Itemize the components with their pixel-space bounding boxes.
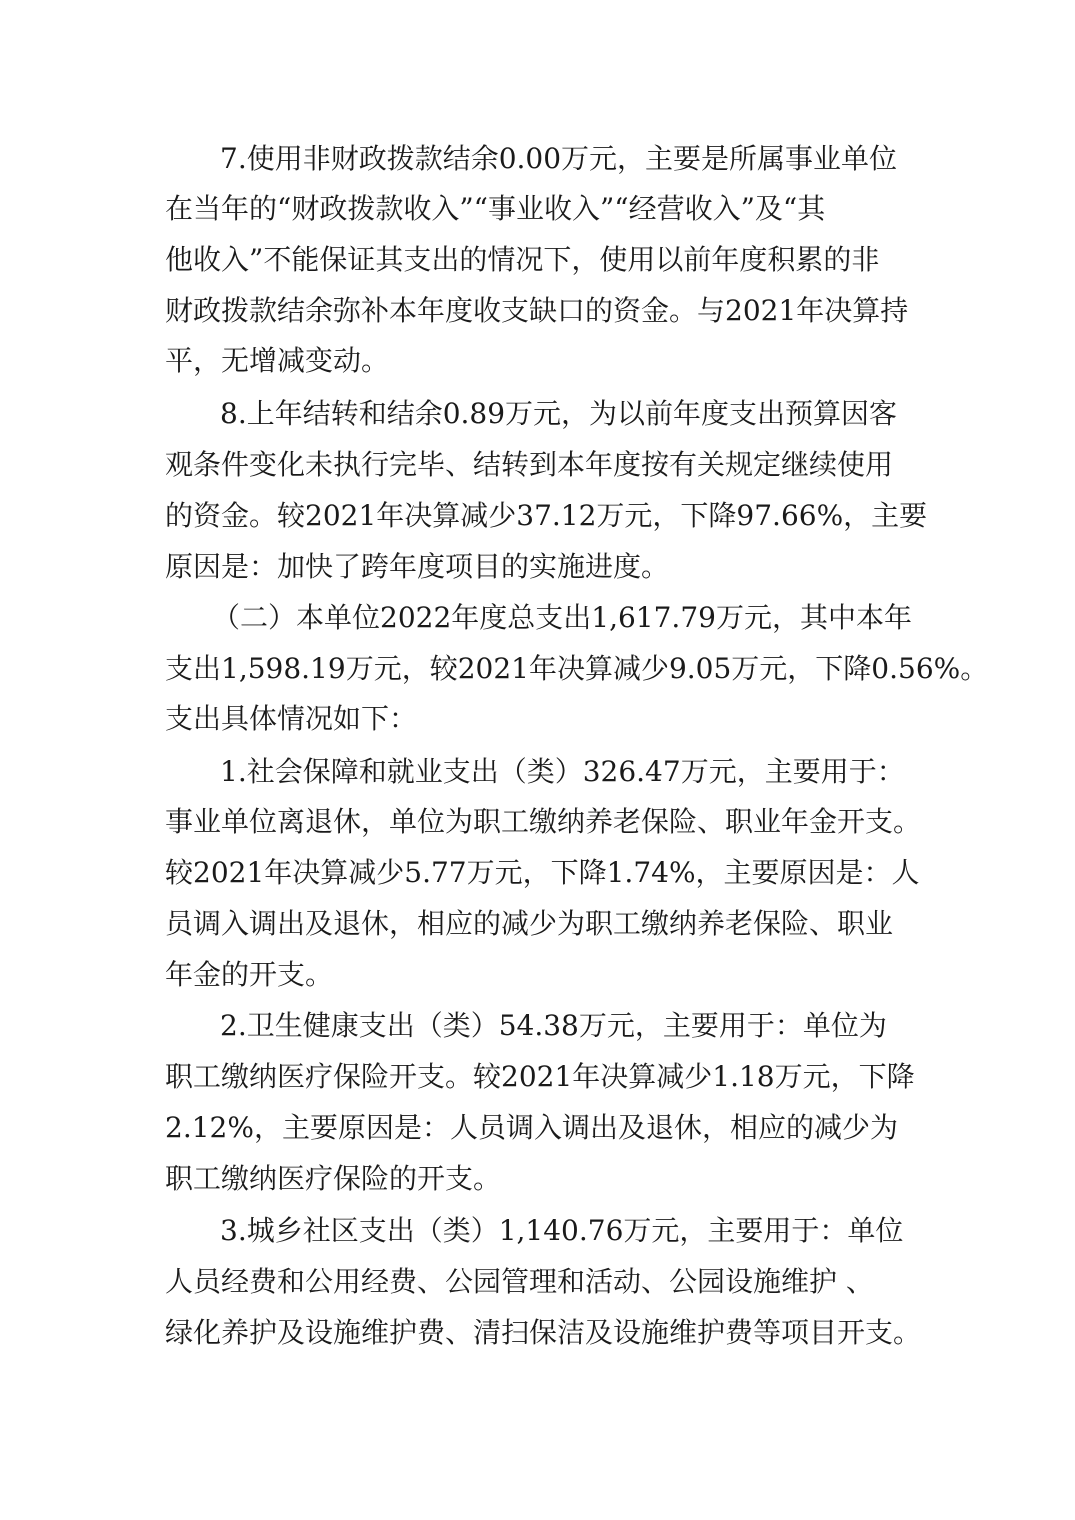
text-line: 1.社会保障和就业支出（类）326.47万元，主要用于： xyxy=(220,755,905,788)
text-line: 3.城乡社区支出（类）1,140.76万元，主要用于：单位 xyxy=(220,1214,904,1247)
text-line: 事业单位离退休，单位为职工缴纳养老保险、职业年金开支。 xyxy=(165,805,922,838)
text-line: 支出1,598.19万元，较2021年决算减少9.05万元，下降0.56%。 xyxy=(165,652,989,685)
text-line: 平，无增减变动。 xyxy=(165,344,390,377)
text-line: （二）本单位2022年度总支出1,617.79万元，其中本年 xyxy=(212,601,912,634)
text-line: 他收入”不能保证其支出的情况下，使用以前年度积累的非 xyxy=(165,243,880,276)
text-line: 员调入调出及退休，相应的减少为职工缴纳养老保险、职业 xyxy=(165,907,894,940)
text-line: 绿化养护及设施维护费、清扫保洁及设施维护费等项目开支。 xyxy=(165,1316,922,1349)
text-line: 在当年的“财政拨款收入”“事业收入”“经营收入”及“其 xyxy=(165,192,826,225)
text-line: 原因是：加快了跨年度项目的实施进度。 xyxy=(165,550,670,583)
text-line: 8.上年结转和结余0.89万元，为以前年度支出预算因客 xyxy=(220,397,898,430)
text-line: 人员经费和公用经费、公园管理和活动、公园设施维护 、 xyxy=(165,1265,874,1298)
text-line: 2.卫生健康支出（类）54.38万元，主要用于：单位为 xyxy=(220,1009,887,1042)
text-line: 年金的开支。 xyxy=(165,958,334,991)
text-line: 职工缴纳医疗保险的开支。 xyxy=(165,1162,502,1195)
text-line: 职工缴纳医疗保险开支。较2021年决算减少1.18万元，下降 xyxy=(165,1060,915,1093)
text-line: 较2021年决算减少5.77万元，下降1.74%，主要原因是：人 xyxy=(165,856,920,889)
text-line: 7.使用非财政拨款结余0.00万元，主要是所属事业单位 xyxy=(220,142,898,175)
text-line: 2.12%，主要原因是：人员调入调出及退休，相应的减少为 xyxy=(165,1111,898,1144)
text-line: 观条件变化未执行完毕、结转到本年度按有关规定继续使用 xyxy=(165,448,894,481)
text-line: 支出具体情况如下： xyxy=(165,702,418,735)
text-line: 的资金。较2021年决算减少37.12万元，下降97.66%，主要 xyxy=(165,499,928,532)
text-line: 财政拨款结余弥补本年度收支缺口的资金。与2021年决算持 xyxy=(165,294,909,327)
